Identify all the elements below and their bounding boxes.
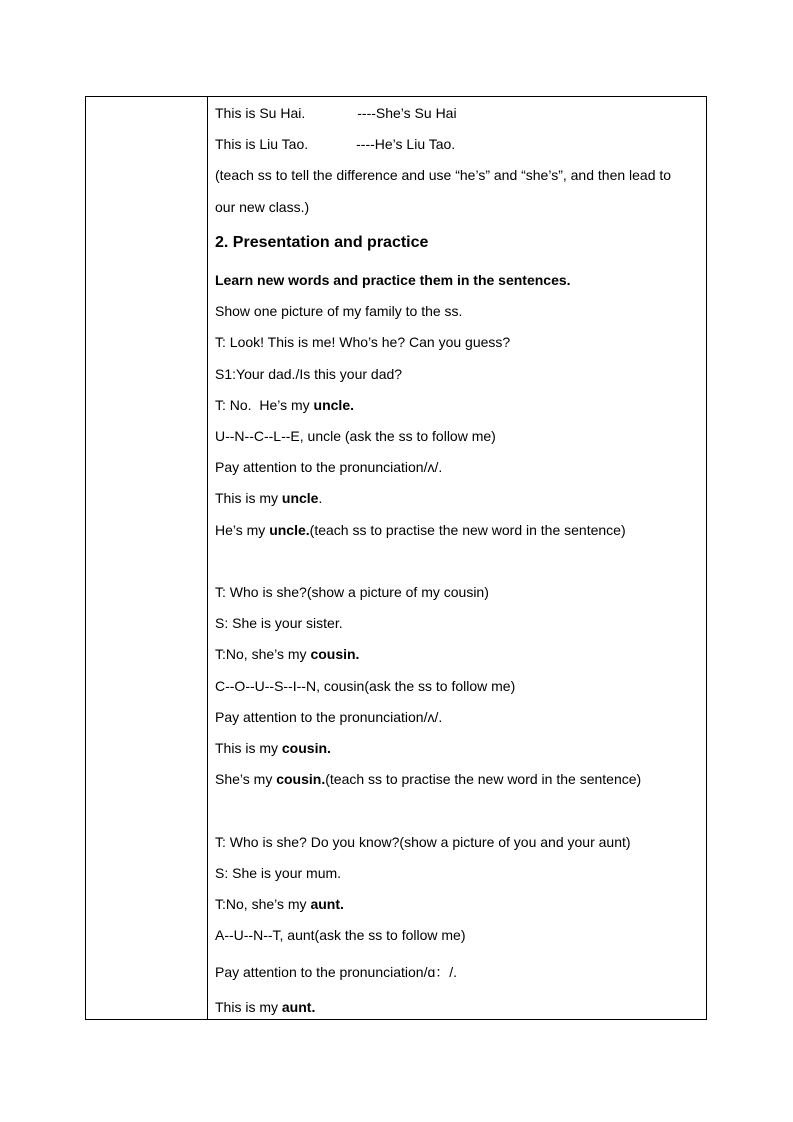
vocab-word: cousin. (276, 771, 326, 787)
text-line: Show one picture of my family to the ss. (215, 303, 463, 319)
text-line: T: Look! This is me! Who’s he? Can you guess? (215, 334, 511, 350)
text-line: Pay attention to the pronunciation/ʌ/. (215, 459, 443, 475)
text-segment: . (318, 490, 323, 506)
vocab-word: cousin. (310, 646, 360, 662)
text-line (215, 135, 701, 153)
vocab-word: cousin. (281, 740, 331, 756)
text-line (215, 396, 701, 414)
text-line: S: She is your sister. (215, 615, 343, 631)
vocab-word: aunt. (281, 999, 316, 1015)
text-segment: This is Su Hai. (215, 105, 306, 121)
text-segment: (teach ss to practise the new word in the sentence) (309, 522, 626, 538)
text-line: T: Who is she? Do you know?(show a picture of you and your aunt) (215, 834, 631, 850)
text-segment: This is my (215, 490, 282, 506)
text-line (215, 521, 701, 539)
text-segment: T:No, she’s my (215, 646, 311, 662)
table-left-cell (86, 97, 208, 1019)
vocab-word: uncle. (313, 397, 355, 413)
text-line: Pay attention to the pronunciation/ʌ/. (215, 709, 443, 725)
text-segment: This is my (215, 999, 282, 1015)
text-segment: (teach ss to practise the new word in the sentence) (325, 771, 642, 787)
section-heading: 2. Presentation and practice (215, 234, 429, 251)
text-line (215, 645, 701, 663)
text-line: A--U--N--T, aunt(ask the ss to follow me) (215, 927, 466, 943)
text-line (215, 489, 701, 507)
text-line: Pay attention to the pronunciation/ɑ：/. (215, 964, 458, 980)
text-segment: He’s my (215, 522, 270, 538)
lesson-table (85, 96, 707, 1020)
vocab-word: aunt. (310, 896, 344, 912)
text-line (215, 770, 701, 788)
text-segment: She’s my (215, 771, 277, 787)
text-line: U--N--C--L--E, uncle (ask the ss to follow me) (215, 428, 496, 444)
text-line (215, 739, 701, 757)
text-segment: T: No. He’s my (215, 397, 314, 413)
text-segment: This is my (215, 740, 282, 756)
text-line: our new class.) (215, 199, 310, 215)
text-segment: T:No, she’s my (215, 896, 311, 912)
text-line: T: Who is she?(show a picture of my cousin) (215, 584, 489, 600)
text-line: C--O--U--S--I--N, cousin(ask the ss to follow me) (215, 678, 516, 694)
text-line: S1:Your dad./Is this your dad? (215, 366, 403, 382)
text-line (215, 998, 701, 1016)
text-line (215, 895, 701, 913)
text-line (215, 104, 701, 122)
table-content-cell (208, 97, 706, 1019)
vocab-word: uncle. (269, 522, 310, 538)
text-line: S: She is your mum. (215, 865, 342, 881)
vocab-word: uncle (281, 490, 319, 506)
section-subheading: Learn new words and practice them in the sentences. (215, 272, 571, 288)
text-line: (teach ss to tell the difference and use “he’s” and “she’s”, and then lead to (215, 167, 672, 183)
text-segment: ----She’s Su Hai (357, 105, 457, 121)
text-segment: This is Liu Tao. (215, 136, 309, 152)
text-segment: ----He’s Liu Tao. (356, 136, 456, 152)
